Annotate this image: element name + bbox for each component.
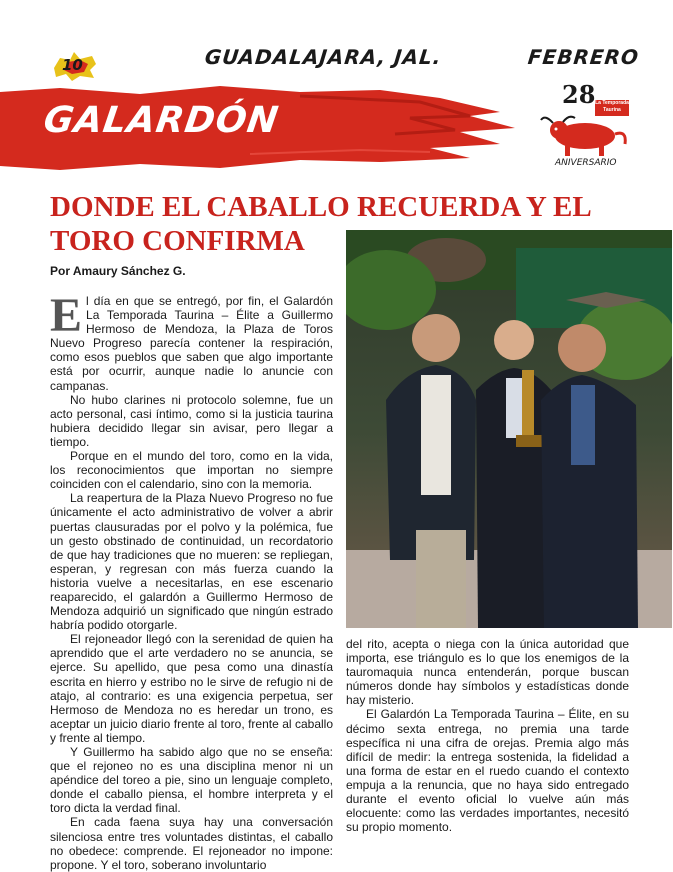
paragraph-5: El rejoneador llegó con la serenidad de quien ha aprendido que el arte verdadero no se anuncia, se ejerce. Su apellido, que pesa como una dinastía escrita en hierro y estribo no le sirve de refugio ni de atajo, al contrario: es una exigencia perpetua, ser Hermoso de Mendoza no es heredar un trono, es aceptar un juicio diario frente al toro, frente al caballo y frente al tiempo.	[50, 632, 333, 745]
paragraph-1	[50, 289, 333, 393]
section-title: GALARDÓN	[41, 100, 282, 141]
headline-line-2: TORO CONFIRMA	[50, 225, 305, 257]
paragraph-9: El Galardón La Temporada Taurina – Élite, en su décimo sexta entrega, no premia una tarde específica ni una cifra de orejas. Premia algo más difícil de medir: la entrega sostenida, la fidelidad a una forma de estar en el ruedo cuando el contexto empuja a la renuncia, que no haya sido entregado durante el evento oficial lo vuelve aún más elocuente: como las verdades importantes, necesitó su propio momento.	[346, 707, 629, 835]
logo-badge: La Temporada Taurina	[595, 100, 629, 116]
paragraph-3: Porque en el mundo del toro, como en la vida, los reconocimientos que importan no siempre coinciden con el calendario, sino con la memoria.	[50, 449, 333, 492]
month-header: FEBRERO	[526, 45, 641, 69]
paragraph-4: La reapertura de la Plaza Nuevo Progreso no fue únicamente el acto administrativo de volver a abrir puertas clausuradas por el polvo y la polémica, fue un gesto obstinado de continuidad, un recordatorio de que hay tradiciones que no mueren: se repliegan, esperan, y regresan con más fuerza cuando la historia vuelve a necesitarlas, en ese escenario reaparecido, el galardón a Guillermo Hermoso de Mendoza adquirió un significado que ningún estrado habría podido otorgarle.	[50, 491, 333, 633]
paragraph-7: En cada faena suya hay una conversación silenciosa entre tres voluntades distintas, el caballo no obedece: comprende. El rejoneador no impone: propone. Y el toro, soberano involuntario	[50, 815, 333, 872]
article-byline: Por Amaury Sánchez G.	[50, 264, 186, 278]
headline-line-1: DONDE EL CABALLO RECUERDA Y EL	[50, 191, 592, 223]
paragraph-8: del rito, acepta o niega con la única autoridad que importa, ese triángulo es lo que los enemigos de la tauromaquia nunca entenderán, porque buscan números donde hay símbolos y estadísticas donde hay misterio.	[346, 637, 629, 708]
page-number: 10	[62, 56, 83, 74]
paragraph-2: No hubo clarines ni protocolo solemne, fue un acto personal, casi íntimo, como si la justicia taurina hubiera decidido llegar sin avisar, pero llegar a tiempo.	[50, 392, 333, 449]
paragraph-1-text: l día en que se entregó, por fin, el Galardón La Temporada Taurina – Élite a Guillermo Hermoso de Mendoza, la Plaza de Toros Nuevo Progreso parecía contener la respiración, como esos pueblos que saben que algo importante está por ocurrir, aunque nadie lo anuncie con campanas.	[50, 294, 333, 393]
anniversary-number: 28	[562, 80, 596, 109]
article-column-1	[50, 289, 333, 872]
article-column-2	[346, 637, 629, 834]
city-header: GUADALAJARA, JAL.	[203, 45, 443, 69]
page-number-badge	[50, 50, 98, 82]
drop-cap: E	[50, 289, 83, 342]
anniversary-logo	[535, 80, 635, 175]
article-photo	[346, 230, 672, 628]
bull-icon	[539, 110, 631, 158]
logo-caption: ANIVERSARIO	[555, 158, 617, 168]
paragraph-6: Y Guillermo ha sabido algo que no se enseña: que el rejoneo no es una disciplina menor ni un apéndice del toreo a pie, sino un lenguaje completo, donde el caballo piensa, el hombre interpreta y el toro dicta la verdad final.	[50, 745, 333, 816]
